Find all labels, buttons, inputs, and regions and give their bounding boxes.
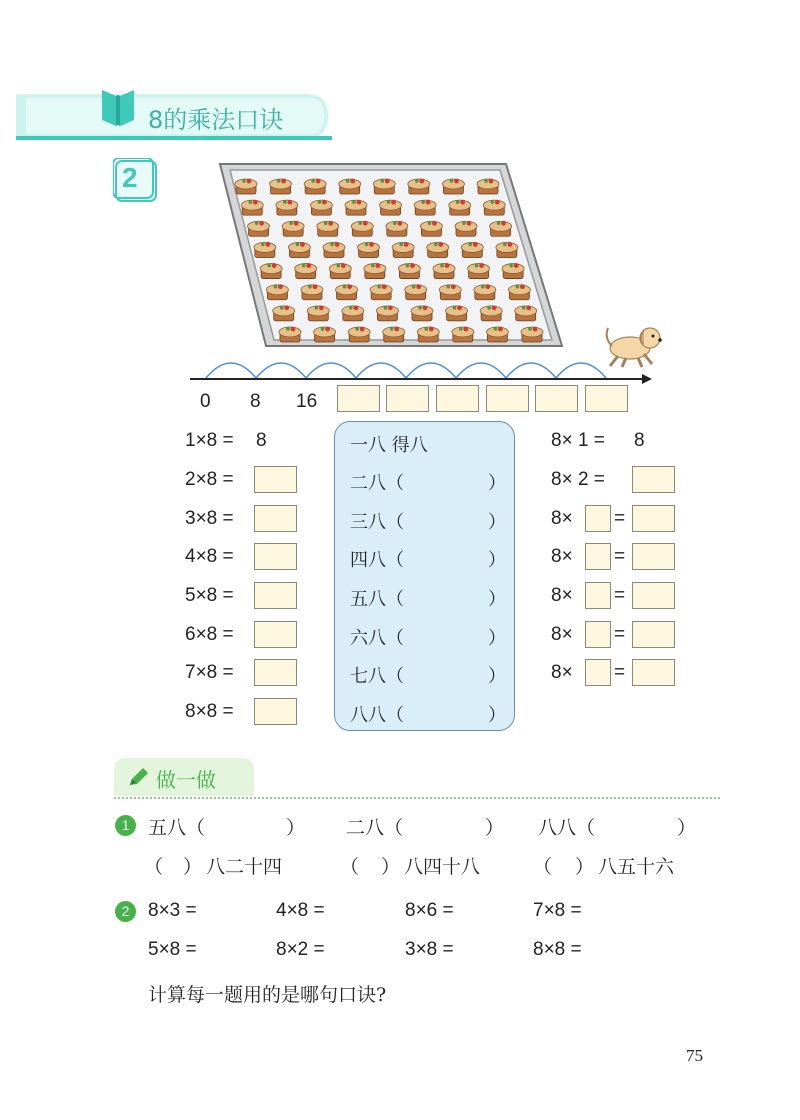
- cake-icon: [373, 179, 395, 194]
- rhyme-text: 七八（: [350, 666, 404, 687]
- factor-box[interactable]: [585, 582, 611, 609]
- page-title: 8的乘法口诀: [148, 106, 284, 134]
- factor-box[interactable]: [585, 659, 611, 686]
- rhyme-fill-text: 八八（: [538, 817, 596, 839]
- cake-icon: [392, 242, 414, 257]
- rhyme-fill-text: 二八（: [346, 817, 404, 839]
- cake-icon: [254, 242, 276, 257]
- cake-icon: [455, 221, 477, 236]
- equation-expr: 8× 1 =: [551, 430, 605, 451]
- number-line-answer-box[interactable]: [535, 385, 578, 412]
- calc-expr: 8×8 =: [533, 939, 582, 960]
- equation-expr: 2×8 =: [185, 469, 234, 490]
- factor-box[interactable]: [585, 621, 611, 648]
- equation-expr: 8×: [551, 624, 573, 645]
- cake-icon: [386, 221, 408, 236]
- equals-sign: =: [614, 662, 626, 683]
- cake-icon: [339, 179, 361, 194]
- cake-icon: [502, 263, 524, 278]
- cake-icon: [304, 179, 326, 194]
- cake-icon: [266, 284, 288, 299]
- cake-icon: [329, 263, 351, 278]
- equals-sign: =: [614, 508, 626, 529]
- equals-sign: =: [614, 546, 626, 567]
- cake-icon: [411, 305, 433, 320]
- calc-expr: 8×2 =: [276, 939, 325, 960]
- equation-answer-box[interactable]: [254, 582, 297, 609]
- equation-answer-box[interactable]: [632, 505, 675, 532]
- cake-icon: [260, 263, 282, 278]
- equation-expr: 5×8 =: [185, 585, 234, 606]
- cake-icon: [351, 221, 373, 236]
- number-line-label: 16: [296, 391, 318, 412]
- cake-icon: [342, 305, 364, 320]
- cake-icon: [279, 327, 301, 342]
- cake-icon: [270, 179, 292, 194]
- header-banner: [16, 92, 332, 140]
- calc-expr: 5×8 =: [148, 939, 197, 960]
- cake-icon: [398, 263, 420, 278]
- equation-expr: 7×8 =: [185, 662, 234, 683]
- equals-sign: =: [614, 624, 626, 645]
- rhyme-fill-text: 八五十六: [598, 856, 675, 878]
- cake-icon: [408, 179, 430, 194]
- rhyme-text: 二八（: [350, 473, 404, 494]
- rhyme-close: ）: [488, 589, 506, 610]
- rhyme-fill-close: ）: [485, 817, 505, 839]
- cake-icon: [307, 305, 329, 320]
- equation-expr: 8×: [551, 585, 573, 606]
- equation-expr: 3×8 =: [185, 508, 234, 529]
- cake-icon: [449, 200, 471, 215]
- cake-icon: [348, 327, 370, 342]
- equation-answer-box[interactable]: [254, 621, 297, 648]
- equation-answer-box[interactable]: [632, 582, 675, 609]
- cake-icon: [405, 284, 427, 299]
- equation-expr: 8× 2 =: [551, 469, 605, 490]
- equation-answer-box[interactable]: [632, 466, 675, 493]
- cake-icon: [496, 242, 518, 257]
- cake-icon: [486, 327, 508, 342]
- rhyme-close: ）: [488, 512, 506, 533]
- cake-icon: [248, 221, 270, 236]
- number-line-label: 8: [250, 391, 261, 412]
- rhyme-fill-open: （: [144, 856, 164, 878]
- cake-icon: [483, 200, 505, 215]
- cake-icon: [446, 305, 468, 320]
- rhyme-fill-open: （: [533, 856, 553, 878]
- question-number-badge: 2: [115, 901, 136, 922]
- calc-expr: 8×6 =: [405, 900, 454, 921]
- equation-answer-box[interactable]: [254, 505, 297, 532]
- example-number-badge: [113, 158, 157, 202]
- rhyme-text: 五八（: [350, 589, 404, 610]
- rhyme-fill-close: ）: [677, 817, 697, 839]
- cake-icon: [273, 305, 295, 320]
- cake-icon: [383, 327, 405, 342]
- calc-expr: 7×8 =: [533, 900, 582, 921]
- rhyme-fill-text: 五八（: [148, 817, 206, 839]
- rhyme-close: ）: [488, 666, 506, 687]
- cake-icon: [490, 221, 512, 236]
- cake-icon: [295, 263, 317, 278]
- factor-box[interactable]: [585, 543, 611, 570]
- cake-icon: [358, 242, 380, 257]
- calc-expr: 8×3 =: [148, 900, 197, 921]
- equation-expr: 8×8 =: [185, 701, 234, 722]
- cake-icon: [370, 284, 392, 299]
- cake-icon: [282, 221, 304, 236]
- cake-icon: [508, 284, 530, 299]
- cake-icon: [461, 242, 483, 257]
- rhyme-fill-close: ）: [183, 856, 203, 878]
- rhyme-text: 八八（: [350, 705, 404, 726]
- example-number: 2: [122, 162, 138, 193]
- question-number-badge: 1: [115, 815, 136, 836]
- rhyme-fill-open: （: [340, 856, 360, 878]
- cake-icon: [314, 327, 336, 342]
- cake-icon: [241, 200, 263, 215]
- rhyme-close: ）: [488, 705, 506, 726]
- cake-icon: [521, 327, 543, 342]
- number-line-answer-box[interactable]: [337, 385, 380, 412]
- rhyme-close: ）: [488, 628, 506, 649]
- equation-answer-box[interactable]: [254, 698, 297, 725]
- rhyme-fill-text: 八四十八: [404, 856, 481, 878]
- cake-icon: [480, 305, 502, 320]
- equation-expr: 4×8 =: [185, 546, 234, 567]
- cake-icon: [288, 242, 310, 257]
- cake-icon: [301, 284, 323, 299]
- rhyme-fill-text: 八二十四: [206, 856, 283, 878]
- equation-answer-box[interactable]: [254, 466, 297, 493]
- cake-icon: [414, 200, 436, 215]
- equation-answer-box[interactable]: [632, 659, 675, 686]
- equation-answer: 8: [634, 430, 645, 451]
- number-line-answer-box[interactable]: [386, 385, 429, 412]
- cake-icon: [364, 263, 386, 278]
- equals-sign: =: [614, 585, 626, 606]
- cake-icon: [310, 200, 332, 215]
- pencil-icon: [128, 767, 150, 791]
- equation-expr: 8×: [551, 508, 573, 529]
- rhyme-text: 一八 得八: [350, 435, 428, 456]
- cake-tray-illustration: [216, 160, 566, 350]
- equation-expr: 8×: [551, 662, 573, 683]
- practice-heading-tab: [114, 758, 254, 796]
- rhyme-text: 三八（: [350, 512, 404, 533]
- calc-expr: 3×8 =: [405, 939, 454, 960]
- rhyme-fill-close: ）: [575, 856, 595, 878]
- calc-expr: 4×8 =: [276, 900, 325, 921]
- number-line-label: 0: [200, 391, 211, 412]
- number-line-answer-box[interactable]: [486, 385, 529, 412]
- equation-answer-box[interactable]: [254, 543, 297, 570]
- equation-expr: 6×8 =: [185, 624, 234, 645]
- cake-icon: [345, 200, 367, 215]
- cake-icon: [515, 305, 537, 320]
- rhyme-text: 四八（: [350, 550, 404, 571]
- cake-icon: [420, 221, 442, 236]
- page-number: 75: [686, 1046, 703, 1065]
- cake-icon: [317, 221, 339, 236]
- number-line: [186, 346, 656, 386]
- cake-icon: [474, 284, 496, 299]
- equation-expr: 1×8 =: [185, 430, 234, 451]
- cake-icon: [427, 242, 449, 257]
- book-icon: [98, 84, 138, 132]
- cake-icon: [336, 284, 358, 299]
- number-line-answer-box[interactable]: [436, 385, 479, 412]
- equation-answer-box[interactable]: [632, 621, 675, 648]
- cake-icon: [235, 179, 257, 194]
- cake-icon: [433, 263, 455, 278]
- rhyme-close: ）: [488, 473, 506, 494]
- number-line-answer-box[interactable]: [585, 385, 628, 412]
- factor-box[interactable]: [585, 505, 611, 532]
- rhyme-fill-close: ）: [381, 856, 401, 878]
- rhyme-text: 六八（: [350, 628, 404, 649]
- equation-answer-box[interactable]: [254, 659, 297, 686]
- equation-answer-box[interactable]: [632, 543, 675, 570]
- cake-icon: [439, 284, 461, 299]
- cake-icon: [276, 200, 298, 215]
- equation-answer: 8: [256, 430, 267, 451]
- cake-icon: [417, 327, 439, 342]
- rhyme-close: ）: [488, 550, 506, 571]
- equation-expr: 8×: [551, 546, 573, 567]
- cake-icon: [376, 305, 398, 320]
- practice-heading: 做一做: [156, 768, 216, 792]
- cake-icon: [323, 242, 345, 257]
- cake-icon: [468, 263, 490, 278]
- rhyme-fill-close: ）: [286, 817, 306, 839]
- cake-icon: [477, 179, 499, 194]
- cake-icon: [452, 327, 474, 342]
- practice-divider: [114, 797, 720, 799]
- question-text: 计算每一题用的是哪句口诀?: [148, 984, 387, 1006]
- cake-icon: [380, 200, 402, 215]
- cake-icon: [442, 179, 464, 194]
